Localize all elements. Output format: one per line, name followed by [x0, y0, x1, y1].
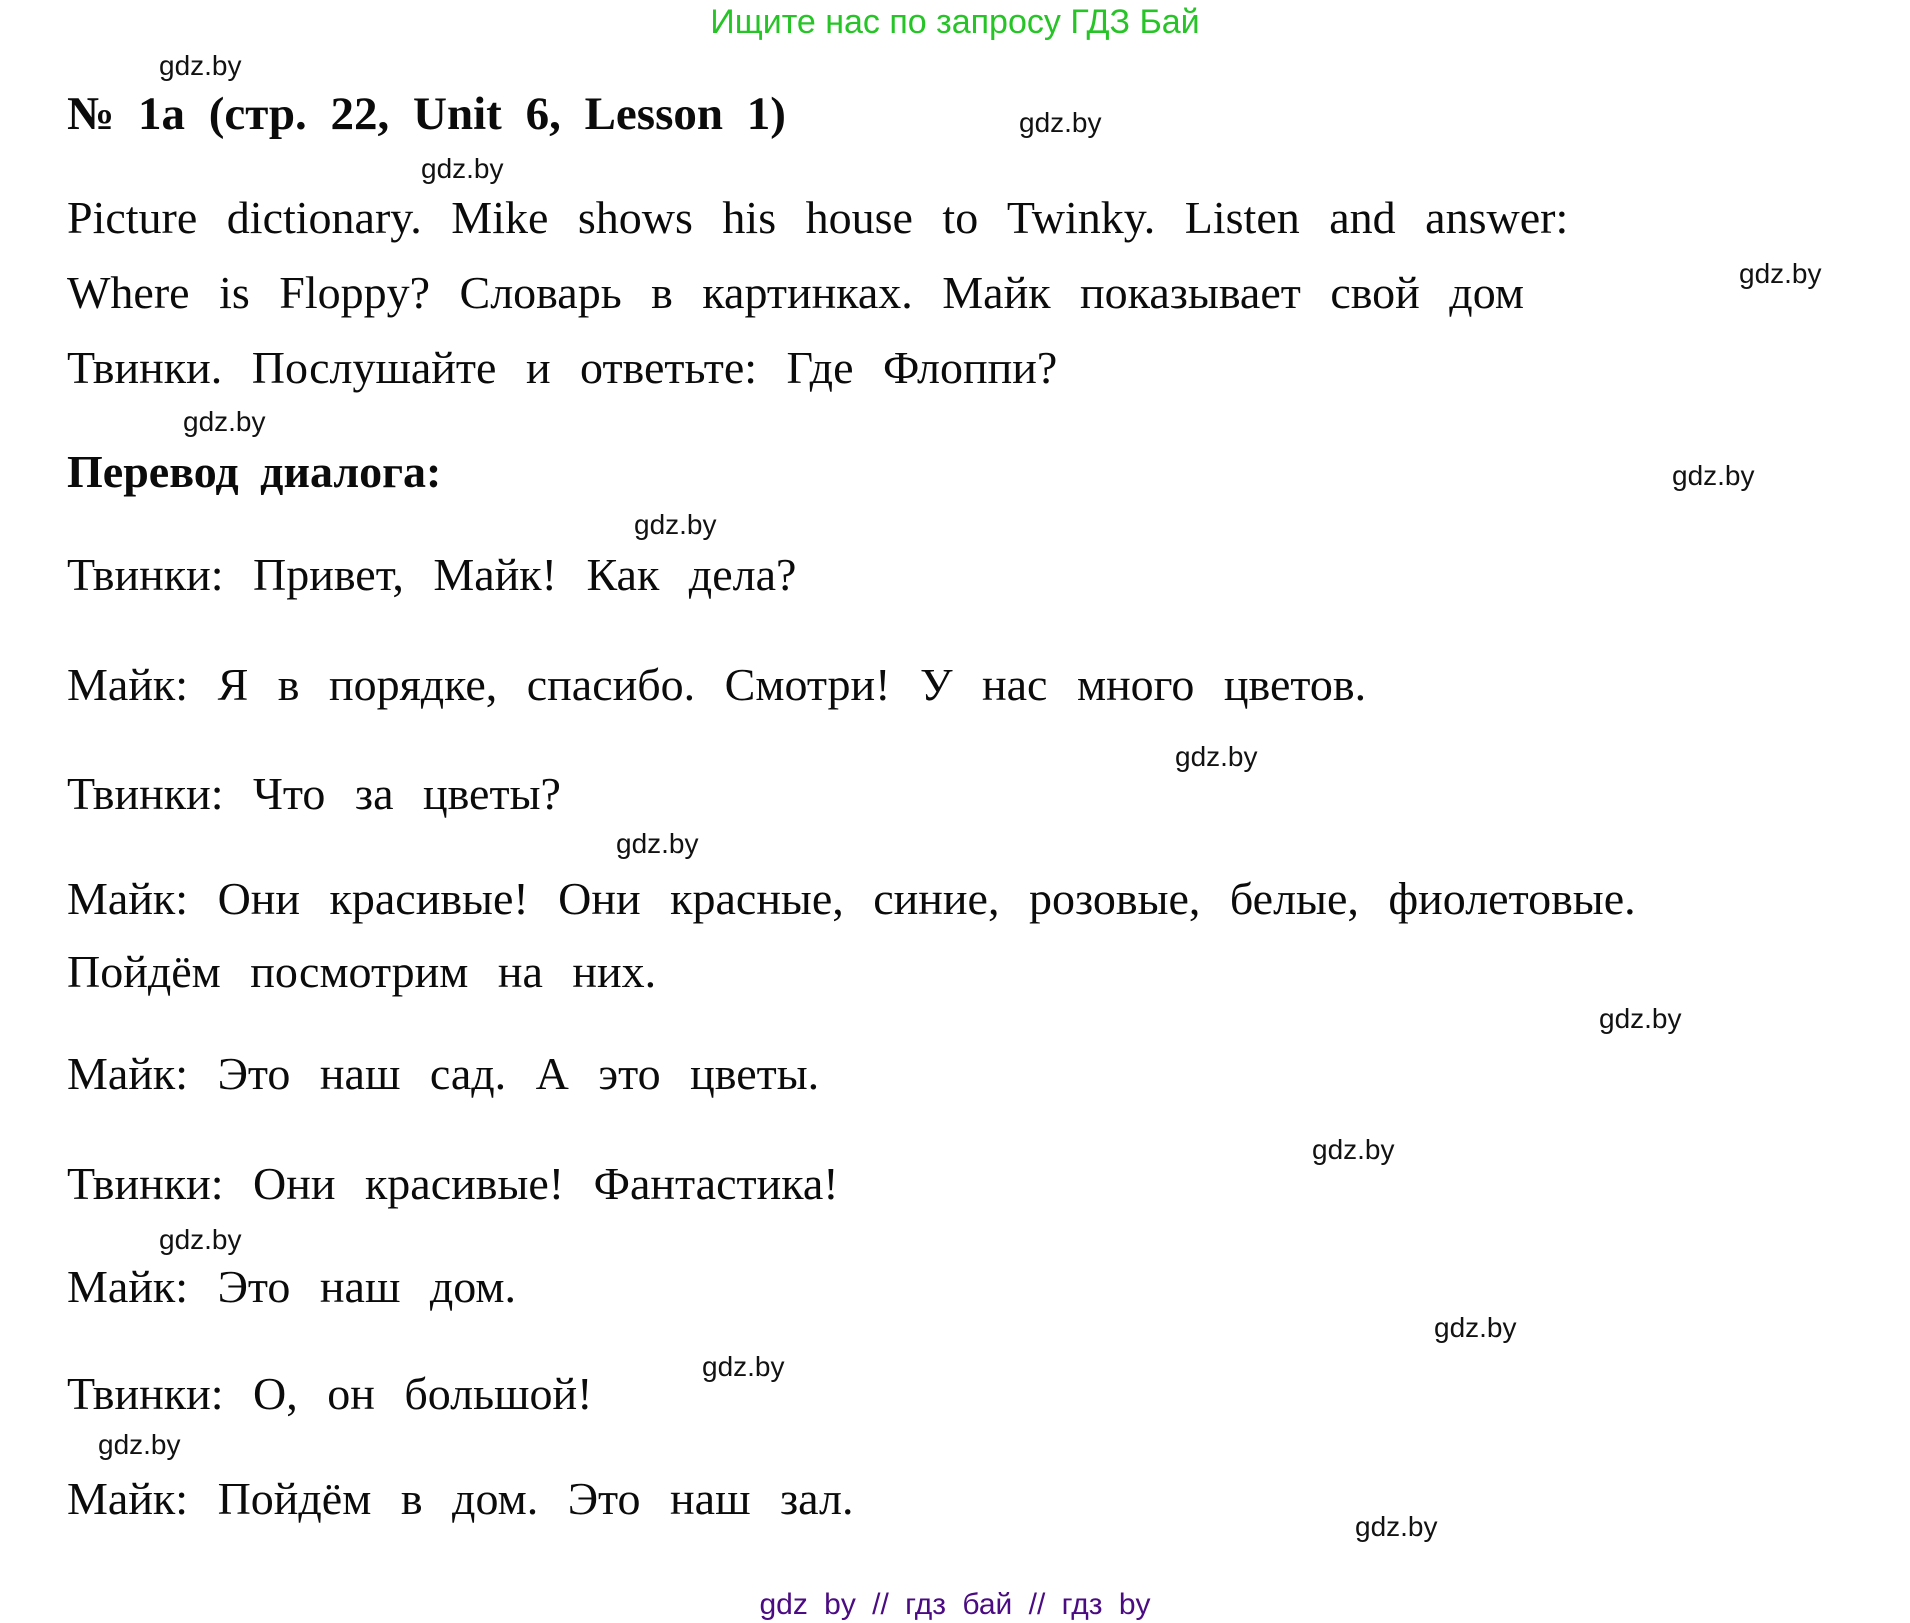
dialogue-line	[67, 862, 1636, 1008]
site-footer-text: gdz by // гдз бай // гдз by	[759, 1588, 1151, 1621]
dialogue-text: Пойдём посмотрим на них.	[67, 946, 657, 997]
dialogue-text: Майк: Они красивые! Они красные, синие, розовые, белые, фиолетовые.	[67, 873, 1636, 924]
exercise-title: № 1a (стр. 22, Unit 6, Lesson 1)	[67, 88, 786, 140]
dialogue-text: Майк: Пойдём в дом. Это наш зал.	[67, 1473, 854, 1524]
task-line: Твинки. Послушайте и ответьте: Где Флоппи?	[67, 342, 1058, 393]
dialogue-text: Майк: Это наш дом.	[67, 1261, 517, 1312]
gdzby-watermark: gdz.by	[634, 509, 717, 540]
gdzby-watermark: gdz.by	[421, 153, 504, 184]
gdzby-watermark: gdz.by	[1672, 460, 1755, 491]
gdzby-watermark: gdz.by	[1312, 1134, 1395, 1165]
dialogue-text: Майк: Я в порядке, спасибо. Смотри! У нас много цветов.	[67, 659, 1367, 710]
gdzby-watermark: gdz.by	[159, 1224, 242, 1255]
dialogue-text: Майк: Это наш сад. А это цветы.	[67, 1048, 820, 1099]
promo-banner-text: Ищите нас по запросу ГДЗ Бай	[710, 3, 1200, 41]
dialogue-line	[67, 1045, 819, 1103]
gdzby-watermark: gdz.by	[1175, 741, 1258, 772]
gdzby-watermark: gdz.by	[98, 1429, 181, 1460]
task-line: Where is Floppy? Словарь в картинках. Майк показывает свой дом	[67, 267, 1524, 318]
task-description	[67, 180, 1568, 405]
task-line: Picture dictionary. Mike shows his house to Twinky. Listen and answer:	[67, 192, 1569, 243]
dialogue-text: Твинки: О, он большой!	[67, 1368, 593, 1419]
dialogue-text: Твинки: Они красивые! Фантастика!	[67, 1158, 839, 1209]
dialogue-text: Твинки: Привет, Майк! Как дела?	[67, 549, 797, 600]
gdzby-watermark: gdz.by	[1355, 1511, 1438, 1542]
gdzby-watermark: gdz.by	[159, 50, 242, 81]
dialogue-line	[67, 1365, 592, 1423]
gdzby-watermark: gdz.by	[1739, 258, 1822, 289]
dialogue-line	[67, 1470, 853, 1528]
dialogue-line	[67, 656, 1366, 714]
gdzby-watermark: gdz.by	[183, 406, 266, 437]
dialogue-line	[67, 1155, 839, 1213]
gdzby-watermark: gdz.by	[1434, 1312, 1517, 1343]
dialogue-line	[67, 1258, 516, 1316]
dialogue-line	[67, 546, 796, 604]
gdzby-watermark: gdz.by	[1019, 107, 1102, 138]
gdzby-watermark: gdz.by	[616, 828, 699, 859]
translation-heading: Перевод диалога:	[67, 446, 442, 497]
gdzby-watermark: gdz.by	[1599, 1003, 1682, 1034]
dialogue-text: Твинки: Что за цветы?	[67, 768, 561, 819]
gdzby-watermark: gdz.by	[702, 1351, 785, 1382]
dialogue-line	[67, 765, 561, 823]
